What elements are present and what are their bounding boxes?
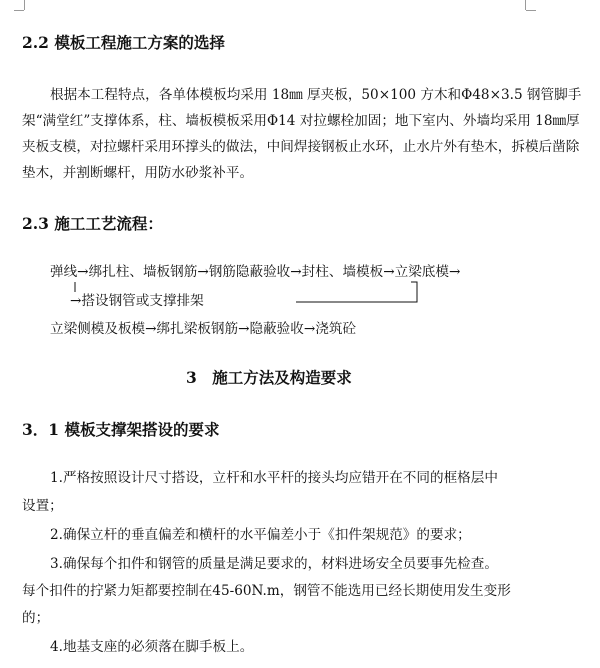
section-2-2-heading: 2.2 模板工程施工方案的选择 — [22, 33, 225, 52]
list-item-1: 1.严格按照设计尺寸搭设，立杆和水平杆的接头均应错开在不同的框格层中 — [50, 470, 498, 486]
section-3-heading: 3 施工方法及构造要求 — [186, 368, 352, 387]
section-2-2-body: 根据本工程特点，各单体模板均采用 18㎜ 厚夹板，50×100 方木和Φ48×3.5 钢管脚手架“满堂红”支撑体系，柱、墙板模板采用Φ14 对拉螺栓加固；地下室内、外墙均采用 18㎜厚夹板支模，对拉螺杆采用环撑头的做法，中间焊接钢板止水环，止水片外有垫木，拆模后凿除垫木，并割断螺杆，用防水砂浆补平。 — [22, 87, 582, 181]
flow-line-3: 立梁侧模及板模→绑扎梁板钢筋→隐蔽验收→浇筑砼 — [50, 321, 357, 337]
section-3-1-heading: 3．1 模板支撑架搭设的要求 — [22, 420, 220, 439]
flow-loop-line — [296, 282, 417, 302]
list-item-3-continuation: 每个扣件的拧紧力矩都要控制在45-60N.m，钢管不能选用已经长期使用发生变形 — [22, 583, 511, 599]
list-item-3: 3.确保每个扣件和钢管的质量是满足要求的，材料进场安全员要事先检查。 — [50, 556, 498, 572]
list-item-1-continuation: 设置； — [22, 498, 63, 514]
list-item-2: 2.确保立杆的垂直偏差和横杆的水平偏差小于《扣件架规范》的要求； — [50, 527, 471, 543]
list-item-4: 4.地基支座的必须落在脚手板上。 — [50, 639, 254, 655]
flow-branch-text: →搭设钢管或支撑排架 — [70, 293, 204, 309]
section-2-3-heading: 2.3 施工工艺流程： — [22, 214, 163, 233]
list-item-3-continuation-2: 的； — [22, 610, 50, 626]
flow-line-1: 弹线→绑扎柱、墙板钢筋→钢筋隐蔽验收→封柱、墙模板→立梁底模→ — [50, 264, 461, 280]
